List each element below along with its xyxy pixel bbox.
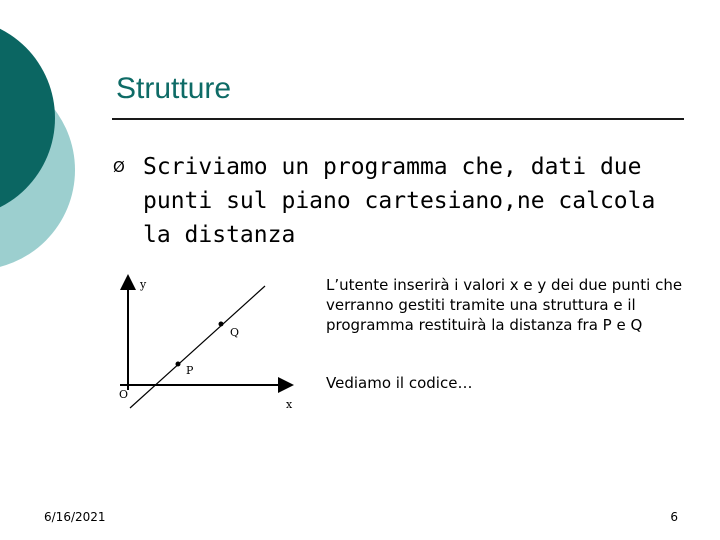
title-divider [112, 118, 684, 120]
x-axis-label: x [286, 398, 293, 411]
decorative-circles [0, 0, 120, 300]
footer-date: 6/16/2021 [44, 510, 106, 524]
origin-label: O [119, 388, 129, 401]
point-p-label: P [186, 364, 194, 377]
bullet-text: Scriviamo un programma che, dati due punti sul piano cartesiano,ne calcola la distanza [143, 154, 656, 248]
y-axis-label: y [140, 278, 147, 291]
line-through-points [130, 286, 265, 408]
page-number: 6 [670, 510, 678, 524]
point-p [176, 362, 181, 367]
description-text: L’utente inserirà i valori x e y dei due punti che verranno gestiti tramite una struttura e il programma restituirà la distanza fra P e Q [326, 276, 683, 334]
point-q-label: Q [230, 326, 240, 339]
bullet-arrow-icon: Ø [113, 158, 125, 176]
point-q [219, 322, 224, 327]
cartesian-diagram [110, 268, 310, 416]
followup-text: Vediamo il codice… [326, 374, 473, 392]
slide-title: Strutture [116, 72, 232, 105]
